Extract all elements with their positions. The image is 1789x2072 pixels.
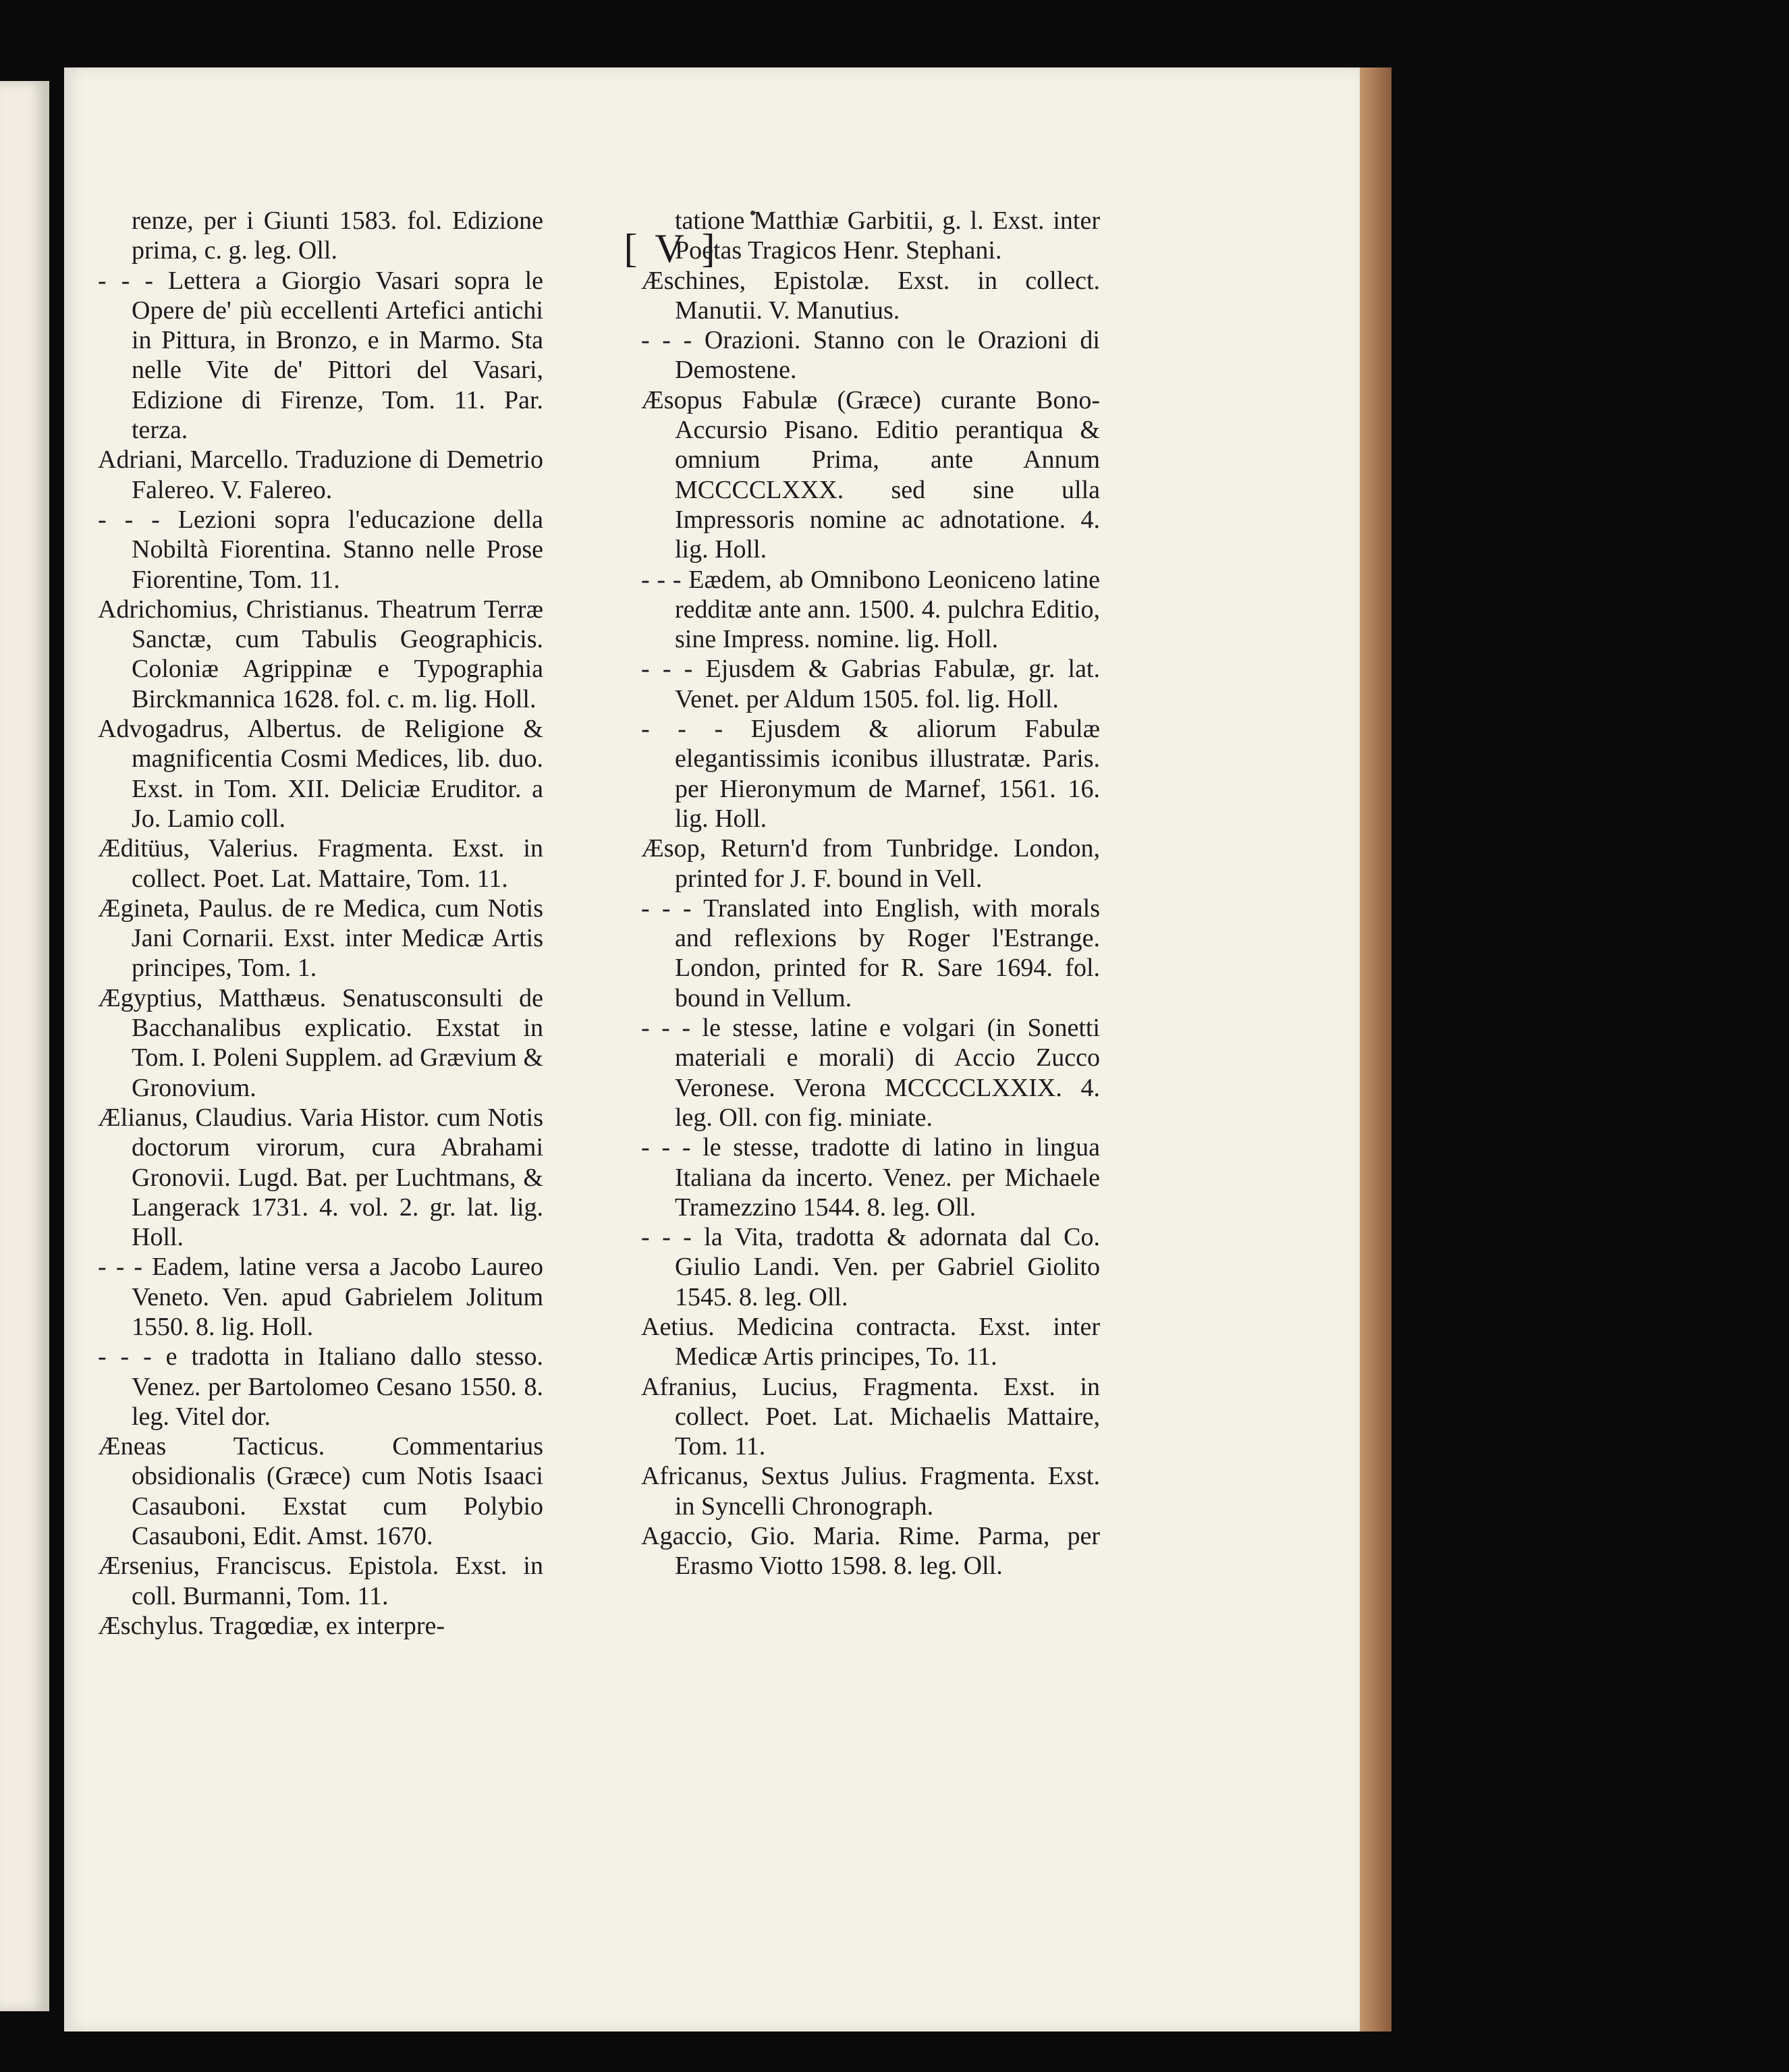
catalog-entry: Ægineta, Paulus. de re Medica, cum Notis Jani Cornarii. Exst. inter Medicæ Artis principes, Tom. 1. (98, 894, 543, 983)
catalog-entry: - - - Ejusdem & Gabrias Fabulæ, gr. lat. Venet. per Aldum 1505. fol. lig. Holl. (641, 655, 1100, 713)
catalog-entry: Aetius. Medicina contracta. Exst. inter Medicæ Artis principes, To. 11. (641, 1312, 1100, 1371)
catalog-entry: - - - le stesse, latine e volgari (in Sonetti materiali e morali) di Accio Zucco Veronese. Verona MCCCCLXXIX. 4. leg. Oll. con fig. miniate. (641, 1014, 1100, 1132)
catalog-entry: - - - le stesse, tradotte di latino in lingua Italiana da incerto. Venez. per Michaele Tramezzino 1544. 8. leg. Oll. (641, 1133, 1100, 1222)
catalog-entry: Advogadrus, Albertus. de Religione & magnificentia Cosmi Medices, lib. duo. Exst. in Tom. XII. Deliciæ Eruditor. a Jo. Lamio coll. (98, 715, 543, 833)
catalog-entry: Adriani, Marcello. Traduzione di Demetrio Falereo. V. Falereo. (98, 445, 543, 504)
catalog-entry: Æschylus. Tragœdiæ, ex interpre- (98, 1611, 445, 1640)
catalog-entry: Africanus, Sextus Julius. Fragmenta. Exst. in Syncelli Chronograph. (641, 1462, 1100, 1521)
catalog-entry: Ægyptius, Matthæus. Senatusconsulti de Bacchanalibus explicatio. Exstat in Tom. I. Poleni Supplem. ad Grævium & Gronovium. (98, 983, 543, 1102)
catalog-entry: - - - Orazioni. Stanno con le Orazioni di Demostene. (641, 326, 1100, 385)
catalog-entry: Æneas Tacticus. Commentarius obsidionalis (Græce) cum Notis Isaaci Casauboni. Exstat cum Polybio Casauboni, Edit. Amst. 1670. (98, 1432, 543, 1551)
catalog-entry: - - - Lezioni sopra l'educazione della Nobiltà Fiorentina. Stanno nelle Prose Fiorentine, Tom. 11. (98, 505, 543, 594)
catalog-entry: tatione Matthiæ Garbitii, g. l. Exst. inter Poetas Tragicos Henr. Stephani. (675, 207, 1100, 265)
right-column (641, 206, 1100, 1581)
catalog-entry: - - - Eædem, ab Omnibono Leoniceno latine redditæ ante ann. 1500. 4. pulchra Editio, sine Impress. nomine. lig. Holl. (641, 565, 1100, 654)
catalog-entry: - - - e tradotta in Italiano dallo stesso. Venez. per Bartolomeo Cesano 1550. 8. leg. Vitel dor. (98, 1342, 543, 1431)
catalog-entry: - - - Ejusdem & aliorum Fabulæ elegantissimis iconibus illustratæ. Paris. per Hieronymum de Marnef, 1561. 16. lig. Holl. (641, 715, 1100, 833)
catalog-entry: Agaccio, Gio. Maria. Rime. Parma, per Erasmo Viotto 1598. 8. leg. Oll. (641, 1522, 1100, 1581)
catalog-entry: Æsop, Return'd from Tunbridge. London, printed for J. F. bound in Vell. (641, 834, 1100, 893)
catalog-entry: Æditüus, Valerius. Fragmenta. Exst. in collect. Poet. Lat. Mattaire, Tom. 11. (98, 834, 543, 893)
catalog-entry: - - - Lettera a Giorgio Vasari sopra le Opere de' più eccellenti Artefici antichi in Pittura, in Bronzo, e in Marmo. Sta nelle Vite de' Pittori del Vasari, Edizione di Firenze, Tom. 11. Par. terza. (98, 266, 543, 445)
page-number: [ V ] (624, 226, 719, 271)
book-fore-edge (1356, 67, 1392, 2032)
facing-page-edge (0, 81, 49, 2011)
catalog-entry: Æsopus Fabulæ (Græce) curante Bono-Accursio Pisano. Editio perantiqua & omnium Prima, ante Annum MCCCCLXXX. sed sine ulla Impressoris nomine ac adnotatione. 4. lig. Holl. (641, 385, 1100, 564)
catalog-entry: Adrichomius, Christianus. Theatrum Terræ Sanctæ, cum Tabulis Geographicis. Coloniæ Agrippinæ e Typographia Birckmannica 1628. fol. c. m. lig. Holl. (98, 595, 543, 713)
left-column (98, 206, 543, 1641)
catalog-entry: renze, per i Giunti 1583. fol. Edizione prima, c. g. leg. Oll. (132, 207, 543, 265)
catalog-entry: - - - Eadem, latine versa a Jacobo Laureo Veneto. Ven. apud Gabrielem Jolitum 1550. 8. lig. Holl. (98, 1253, 543, 1341)
catalog-entry: - - - Translated into English, with morals and reflexions by Roger l'Estrange. London, printed for R. Sare 1694. fol. bound in Vellum. (641, 894, 1100, 1012)
catalog-entry: Ælianus, Claudius. Varia Histor. cum Notis doctorum virorum, cura Abrahami Gronovii. Lugd. Bat. per Luchtmans, & Langerack 1731. 4. vol. 2. gr. lat. lig. Holl. (98, 1103, 543, 1252)
catalog-entry: Afranius, Lucius, Fragmenta. Exst. in collect. Poet. Lat. Michaelis Mattaire, Tom. 11. (641, 1372, 1100, 1461)
catalog-entry: Æschines, Epistolæ. Exst. in collect. Manutii. V. Manutius. (641, 266, 1100, 325)
catalog-entry: - - - la Vita, tradotta & adornata dal Co. Giulio Landi. Ven. per Gabriel Giolito 1545. 8. leg. Oll. (641, 1223, 1100, 1311)
catalog-entry: Ærsenius, Franciscus. Epistola. Exst. in coll. Burmanni, Tom. 11. (98, 1552, 543, 1610)
